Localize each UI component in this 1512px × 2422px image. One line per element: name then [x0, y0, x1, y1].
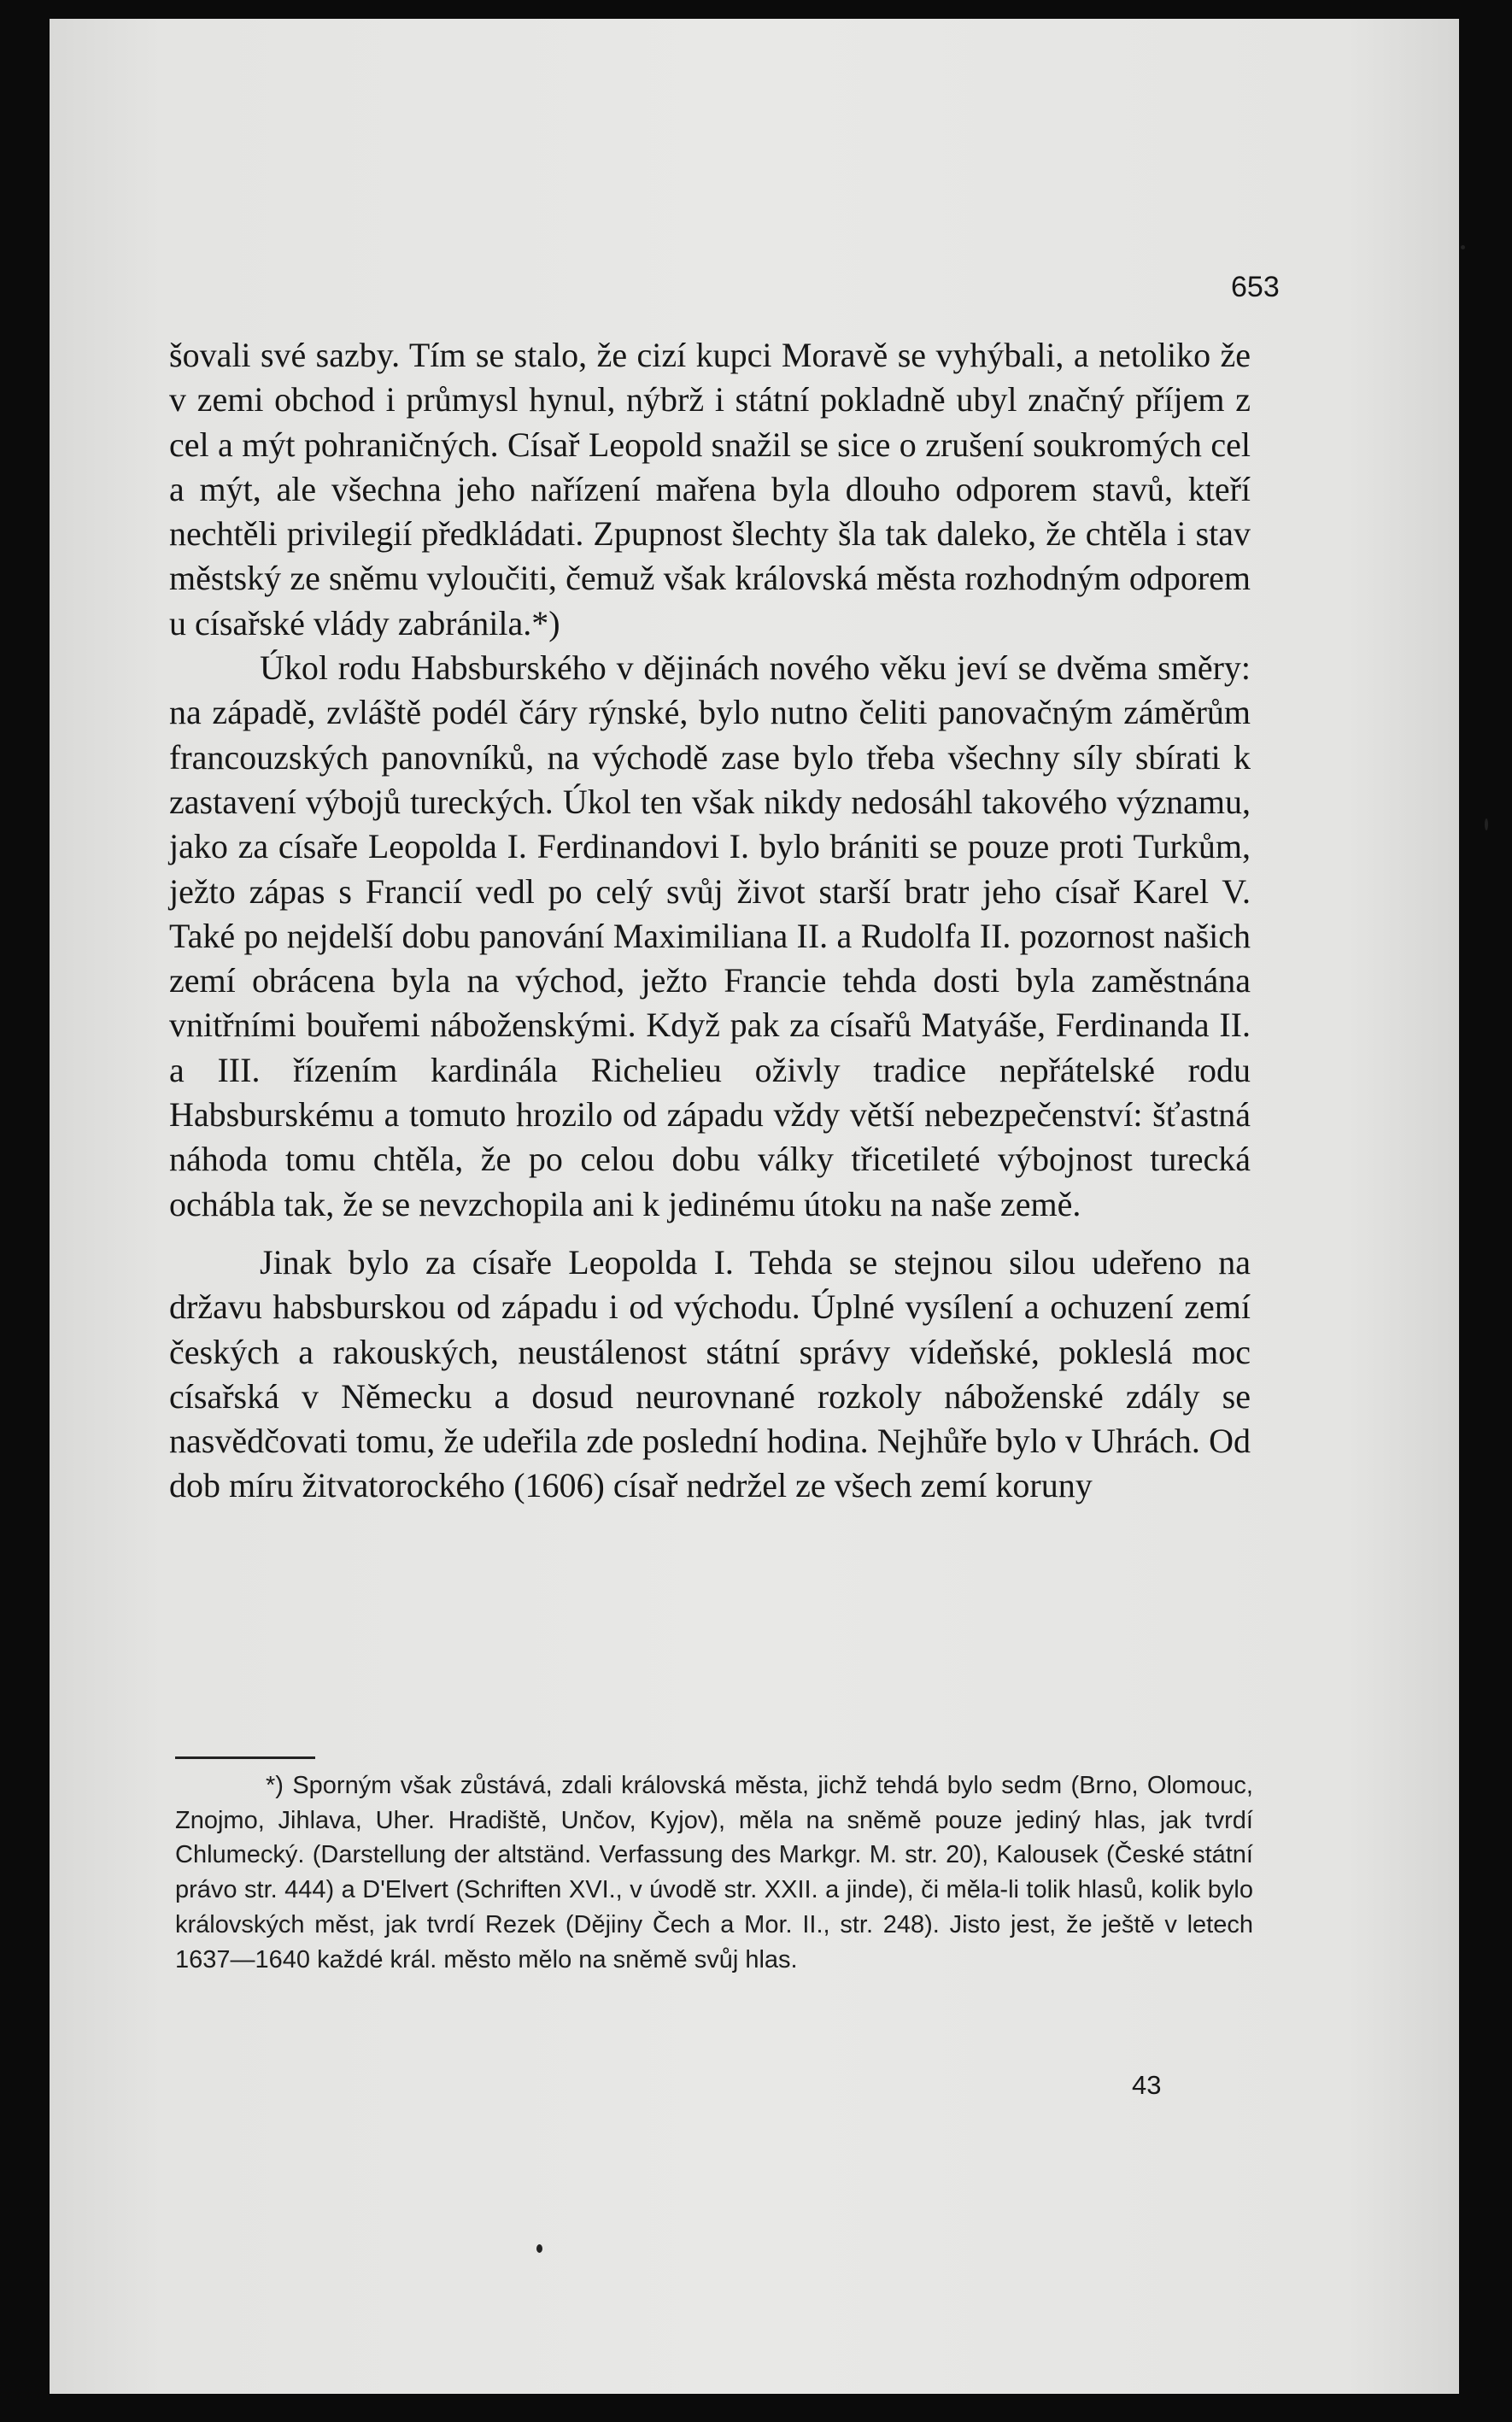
paragraph-1: šovali své sazby. Tím se stalo, že cizí kupci Moravě se vyhýbali, a netoliko že v zemi obchod i průmysl hynul, nýbrž i státní pokladně ubyl značný příjem z cel a mýt pohraničných. Císař Leopold snažil se sice o zrušení soukromých cel a mýt, ale všechna jeho nařízení mařena byla dlouho odporem stavů, kteří nechtěli privilegií předkládati. Zpupnost šlechty šla tak daleko, že chtěla i stav městský ze sněmu vyloučiti, čemuž však královská města rozhodným odporem u císařské vlády zabránila.*): [169, 336, 1251, 642]
footnote-rule: [175, 1756, 315, 1759]
print-speck: [1461, 245, 1465, 249]
footnote: *) Sporným však zůstává, zdali královská města, jichž tehdá bylo sedm (Brno, Olomouc, Znojmo, Jihlava, Uher. Hradiště, Unčov, Kyjov), měla na sněmě pouze jediný hlas, jak tvrdí Chlumecký. (Darstellung der altständ. Verfassung des Markgr. M. str. 20), Kalousek (České státní právo str. 444) a D'Elvert (Schriften XVI., v úvodě str. XXII. a jinde), či měla-li tolik hlasů, kolik bylo královských měst, jak tvrdí Rezek (Dějiny Čech a Mor. II., str. 248). Jisto jest, že ještě v letech 1637—1640 každé král. město mělo na sněmě svůj hlas.: [175, 1772, 1253, 1973]
body-text: [169, 333, 1251, 1509]
paragraph-3: Jinak bylo za císaře Leopolda I. Tehda se stejnou silou udeřeno na državu habsburskou od západu i od východu. Úplné vysílení a ochuzení zemí českých a rakouských, neustálenost státní správy vídeňské, pokleslá moc císařská v Německu a dosud neurovnané rozkoly náboženské zdály se nasvědčovati tomu, že udeřila zde poslední hodina. Nejhůře bylo v Uhrách. Od dob míru žitvatorockého (1606) císař nedržel ze všech zemí koruny: [169, 1242, 1251, 1505]
print-speck: [1485, 818, 1488, 830]
page-number: 653: [1231, 271, 1280, 303]
paragraph-2: Úkol rodu Habsburského v dějinách nového věku jeví se dvěma směry: na západě, zvláště podél čáry rýnské, bylo nutno čeliti panovačným záměrům francouzských panovníků, na východě zase bylo třeba všechny síly sbírati k zastavení výbojů tureckých. Úkol ten však nikdy nedosáhl takového významu, jako za císaře Leopolda I. Ferdinandovi I. bylo brániti se pouze proti Turkům, ježto zápas s Francií vedl po celý svůj život starší bratr jeho císař Karel V. Také po nejdelší dobu panování Maximiliana II. a Rudolfa II. pozornost našich zemí obrácena byla na východ, ježto Francie tehda dosti byla zaměstnána vnitřními bouřemi náboženskými. Když pak za císařů Matyáše, Ferdinanda II. a III. řízením kardinála Richelieu oživly tradice nepřátelské rodu Habsburskému a tomuto hrozilo od západu vždy větší nebezpečenství: šťastná náhoda tomu chtěla, že po celou dobu války třicetileté výbojnost turecká ochábla tak, že se nevzchopila ani k jedinému útoku na naše země.: [169, 648, 1251, 1223]
signature-mark: 43: [1132, 2070, 1162, 2100]
print-speck: [536, 2244, 542, 2253]
